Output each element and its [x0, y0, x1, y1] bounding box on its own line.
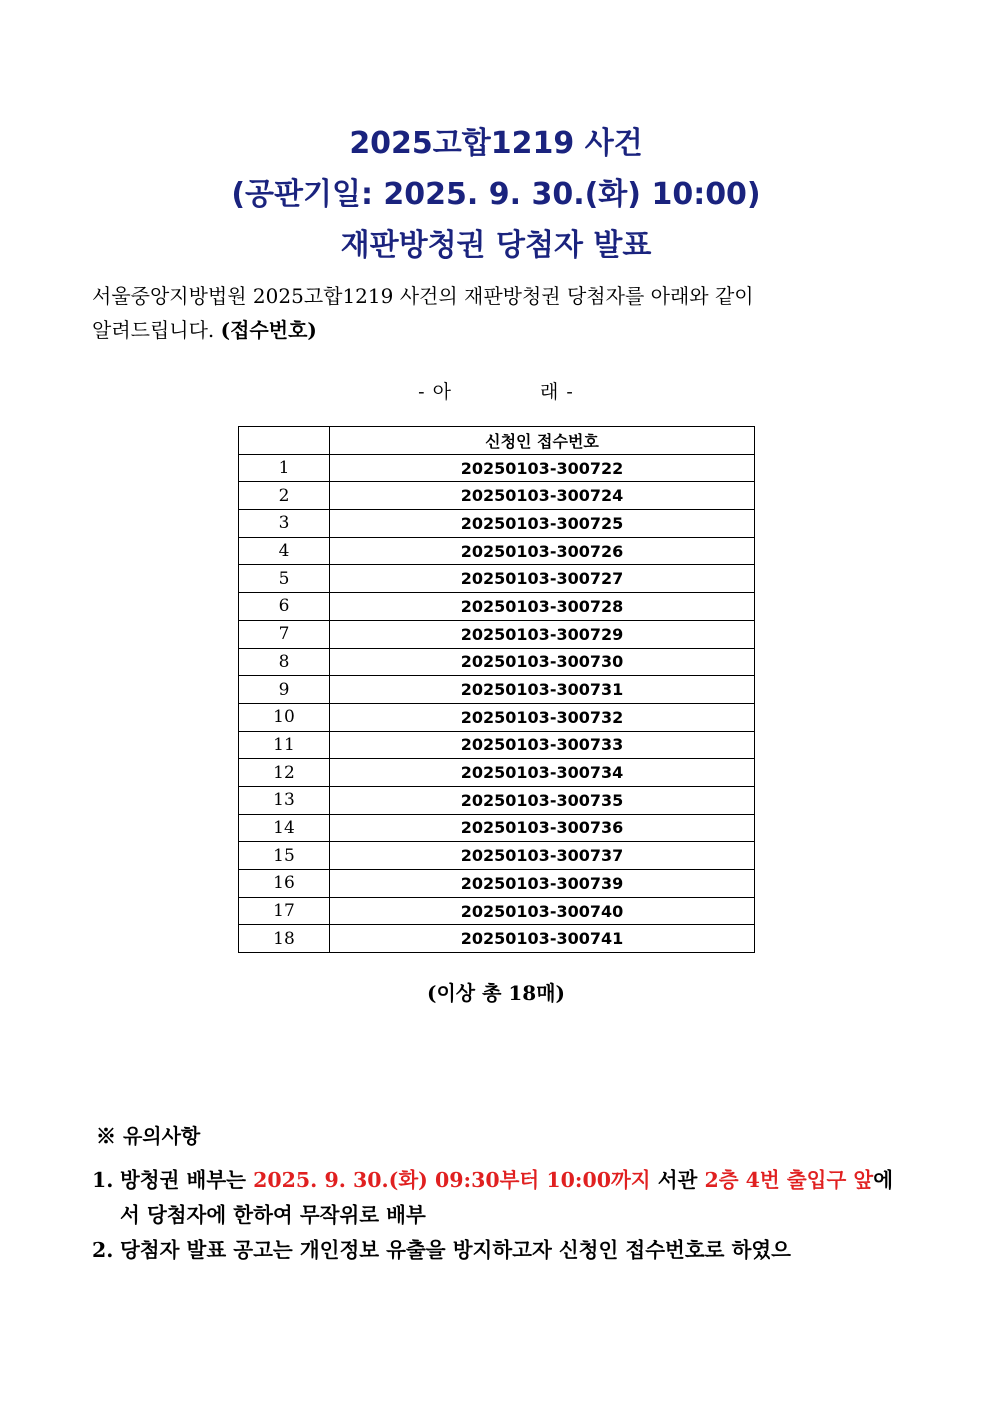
table-row	[239, 565, 755, 593]
table-row	[239, 703, 755, 731]
winners-table	[238, 426, 755, 953]
title-case-number: 2025고합1219 사건	[349, 126, 643, 161]
table-row	[239, 510, 755, 538]
table-row	[239, 676, 755, 704]
receipt-number: 20250103-300729	[330, 620, 755, 648]
row-index: 16	[239, 870, 330, 898]
table-row	[239, 925, 755, 953]
row-index: 15	[239, 842, 330, 870]
receipt-number: 20250103-300728	[330, 593, 755, 621]
title-hearing-date: (공판기일: 2025. 9. 30.(화) 10:00)	[231, 177, 761, 212]
receipt-number: 20250103-300735	[330, 786, 755, 814]
intro-line-1: 서울중앙지방법원 2025고합1219 사건의 재판방청권 당첨자를 아래와 같이	[92, 284, 754, 308]
row-index: 17	[239, 897, 330, 925]
page-title	[0, 118, 992, 271]
receipt-number: 20250103-300741	[330, 925, 755, 953]
notes-list	[92, 1163, 902, 1268]
table-header-receipt: 신청인 접수번호	[330, 427, 755, 455]
note-number: 1.	[92, 1168, 114, 1192]
table-row	[239, 786, 755, 814]
table-header-index	[239, 427, 330, 455]
table-row	[239, 648, 755, 676]
table-row	[239, 454, 755, 482]
row-index: 6	[239, 593, 330, 621]
receipt-number: 20250103-300730	[330, 648, 755, 676]
table-row	[239, 870, 755, 898]
section-divider-label	[0, 377, 992, 404]
divider-left: - 아	[418, 381, 452, 403]
receipt-number: 20250103-300734	[330, 759, 755, 787]
row-index: 12	[239, 759, 330, 787]
receipt-number: 20250103-300725	[330, 510, 755, 538]
table-row	[239, 759, 755, 787]
row-index: 1	[239, 454, 330, 482]
receipt-number: 20250103-300732	[330, 703, 755, 731]
row-index: 2	[239, 482, 330, 510]
table-row	[239, 897, 755, 925]
table-row	[239, 593, 755, 621]
intro-paragraph	[92, 279, 892, 347]
receipt-number: 20250103-300736	[330, 814, 755, 842]
table-body	[239, 454, 755, 952]
note-location-highlight: 2층 4번 출입구 앞	[704, 1168, 874, 1192]
receipt-number: 20250103-300739	[330, 870, 755, 898]
note-number: 2.	[92, 1238, 114, 1262]
row-index: 9	[239, 676, 330, 704]
note-text: 에서 당첨자에 한하여 무작위로 배부	[120, 1168, 894, 1227]
total-count: (이상 총 18매)	[427, 981, 565, 1005]
row-index: 3	[239, 510, 330, 538]
intro-receipt-label: (접수번호)	[220, 318, 317, 342]
note-body	[120, 1163, 902, 1233]
note-body: 당첨자 발표 공고는 개인정보 유출을 방지하고자 신청인 접수번호로 하였으	[120, 1238, 791, 1262]
intro-line-2	[92, 313, 892, 347]
table-header-row	[239, 427, 755, 455]
row-index: 11	[239, 731, 330, 759]
row-index: 8	[239, 648, 330, 676]
row-index: 14	[239, 814, 330, 842]
intro-line-2-text: 알려드립니다.	[92, 318, 215, 342]
receipt-number: 20250103-300737	[330, 842, 755, 870]
receipt-number: 20250103-300724	[330, 482, 755, 510]
row-index: 7	[239, 620, 330, 648]
table-row	[239, 537, 755, 565]
note-time-highlight: 2025. 9. 30.(화) 09:30부터 10:00까지	[253, 1168, 651, 1192]
row-index: 18	[239, 925, 330, 953]
table-row	[239, 842, 755, 870]
table-row	[239, 814, 755, 842]
divider-right: 래 -	[540, 381, 574, 403]
note-text: 서관	[657, 1168, 698, 1192]
row-index: 13	[239, 786, 330, 814]
receipt-number: 20250103-300731	[330, 676, 755, 704]
table-row	[239, 482, 755, 510]
note-item-1	[92, 1163, 902, 1233]
receipt-number: 20250103-300727	[330, 565, 755, 593]
note-item-2	[92, 1233, 902, 1268]
receipt-number: 20250103-300722	[330, 454, 755, 482]
note-text: 방청권 배부는	[120, 1168, 246, 1192]
table-row	[239, 731, 755, 759]
receipt-number: 20250103-300733	[330, 731, 755, 759]
receipt-number: 20250103-300740	[330, 897, 755, 925]
row-index: 4	[239, 537, 330, 565]
table-row	[239, 620, 755, 648]
row-index: 5	[239, 565, 330, 593]
notes-heading: ※ 유의사항	[96, 1124, 201, 1148]
receipt-number: 20250103-300726	[330, 537, 755, 565]
row-index: 10	[239, 703, 330, 731]
title-announcement: 재판방청권 당첨자 발표	[340, 228, 652, 263]
